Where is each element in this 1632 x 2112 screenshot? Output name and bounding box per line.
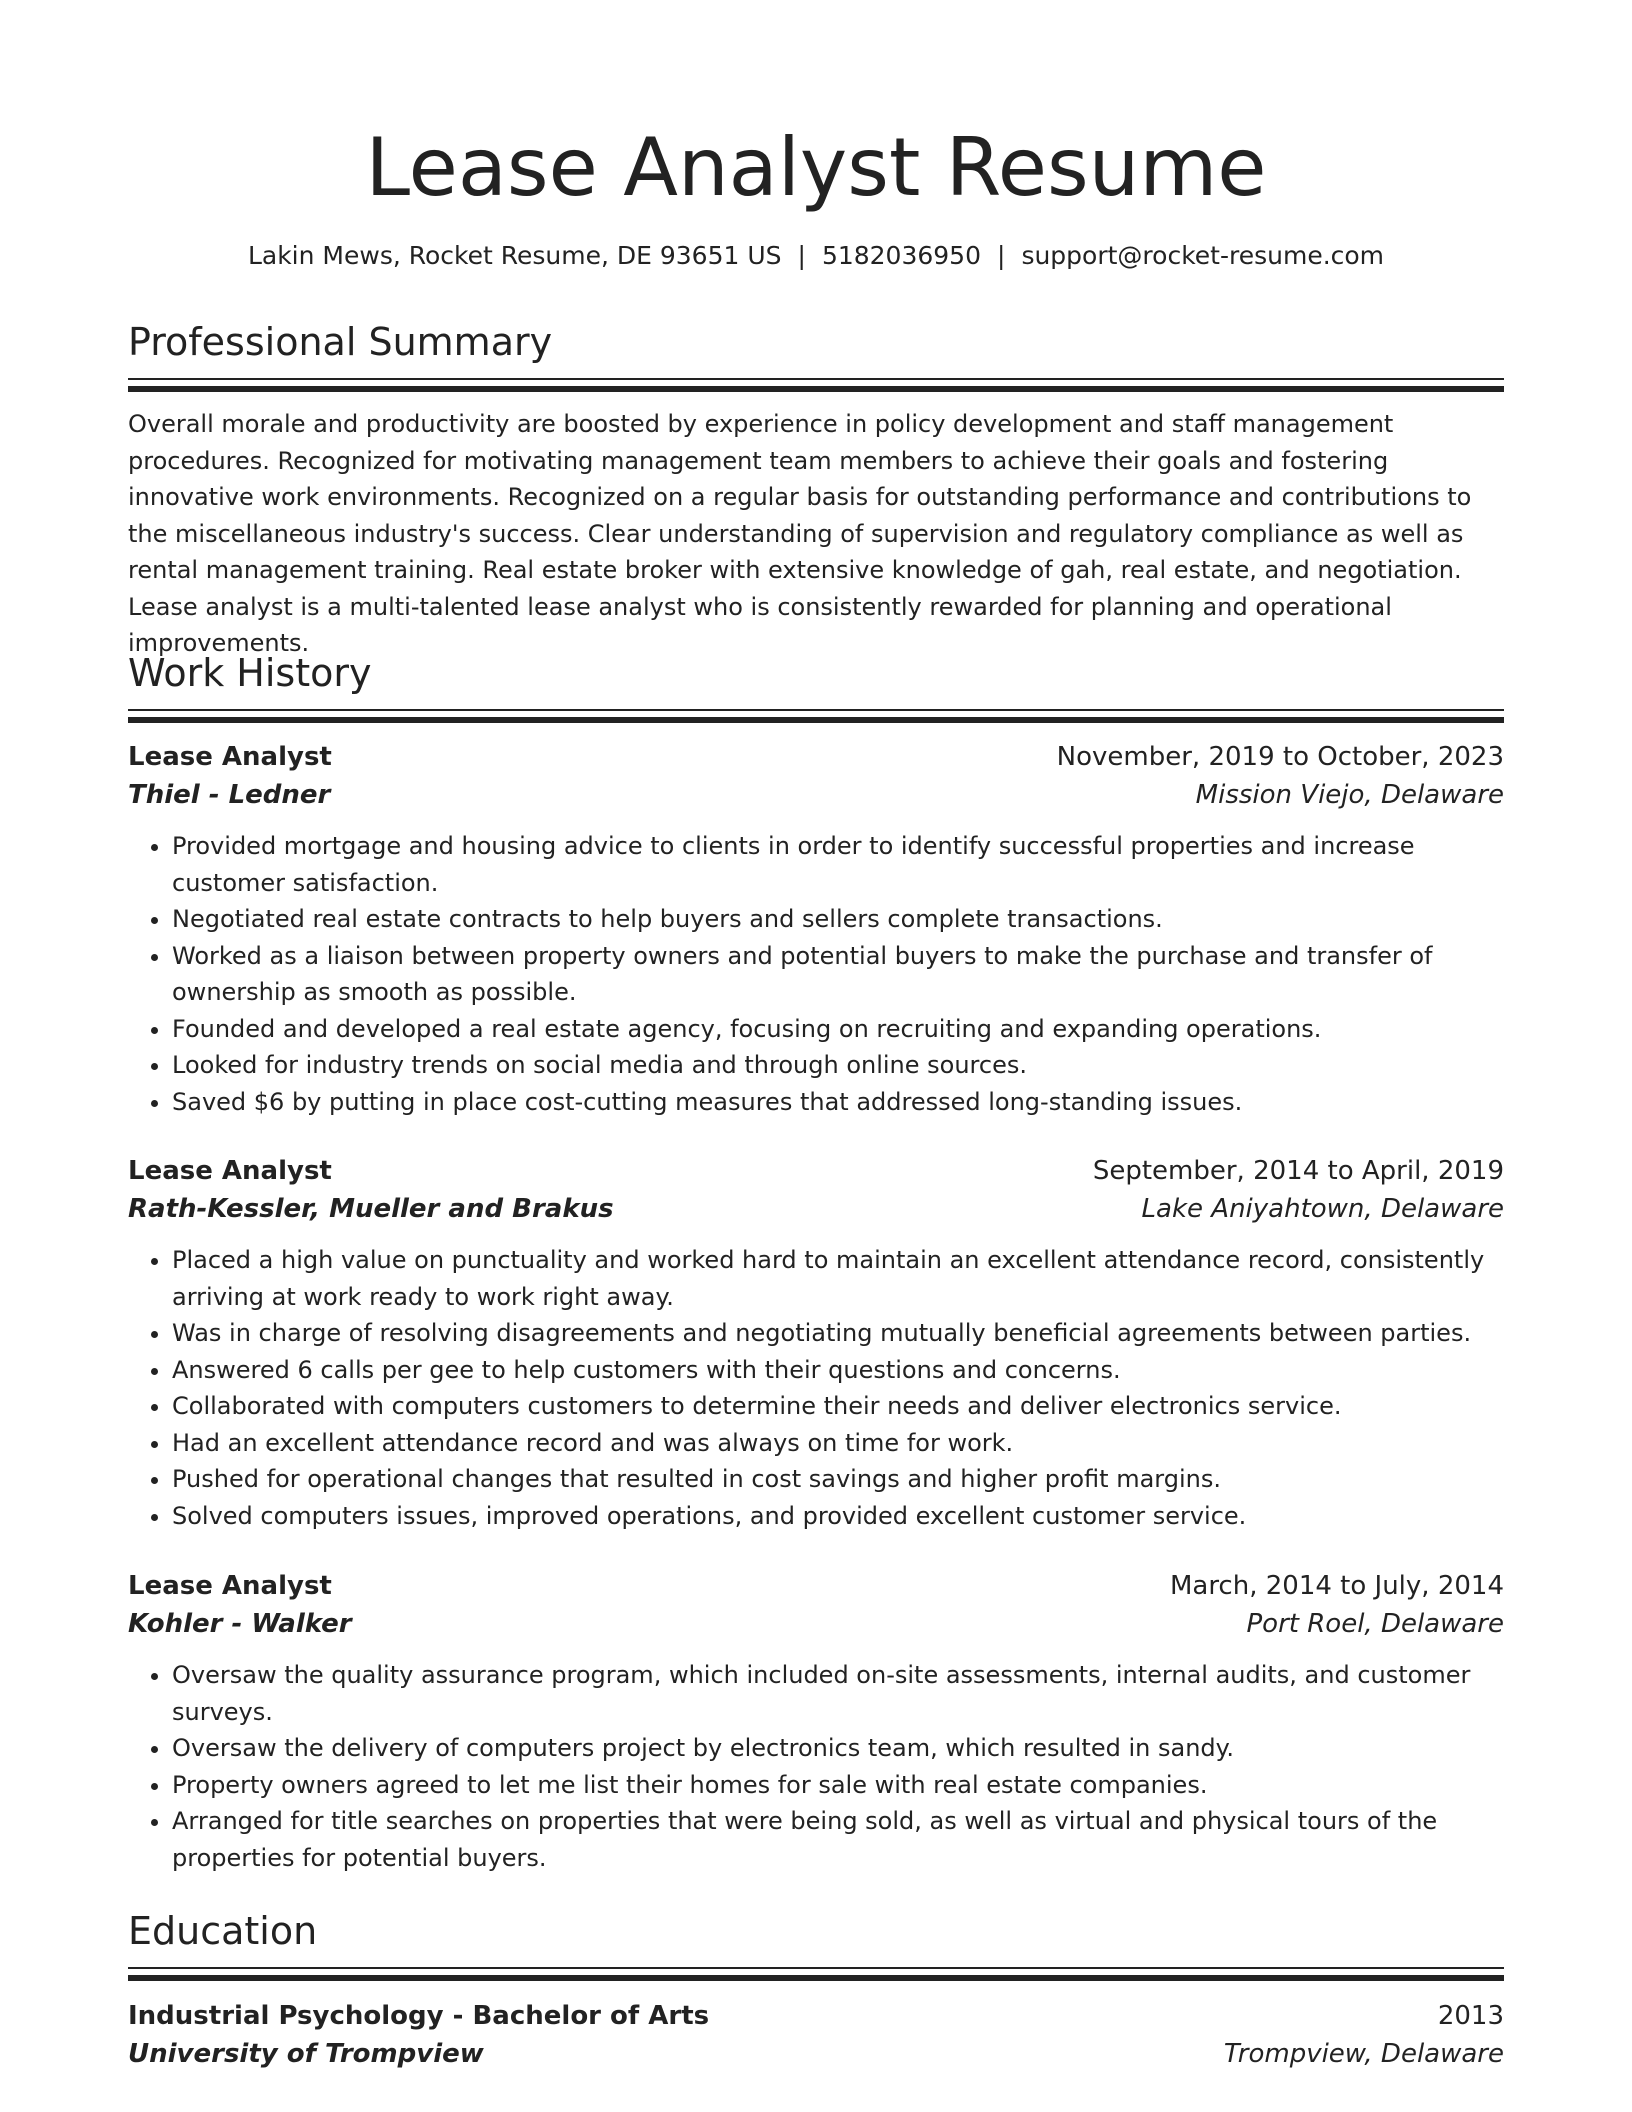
job-entry [128, 1152, 1504, 1534]
job-bullet: • Founded and developed a real estate agency, focusing on recruiting and expanding operations. [172, 1011, 1504, 1048]
contact-line [128, 238, 1504, 274]
job-dates: March, 2014 to July, 2014 [1169, 1571, 1504, 1601]
job-bullet: • Arranged for title searches on properties that were being sold, as well as virtual and physical tours of the properties for potential buyers. [172, 1803, 1504, 1876]
job-bullet: • Negotiated real estate contracts to help buyers and sellers complete transactions. [172, 901, 1504, 938]
job-bullet: • Answered 6 calls per gee to help customers with their questions and concerns. [172, 1352, 1504, 1389]
job-company: Rath-Kessler, Mueller and Brakus [128, 1194, 614, 1224]
job-location: Mission Viejo, Delaware [1195, 780, 1504, 810]
contact-email: support@rocket-resume.com [1021, 241, 1385, 270]
contact-separator: | [797, 241, 806, 270]
job-location: Port Roel, Delaware [1246, 1609, 1504, 1639]
education-entry [128, 1997, 1504, 2073]
job-bullets [128, 1657, 1504, 1876]
education-school: University of Trompview [128, 2039, 484, 2069]
summary-text: Overall morale and productivity are boosted by experience in policy development and staff management procedures. Recognized for motivating management team members to achieve their goals and fostering innovative work environments. Recognized on a regular basis for outstanding performance and contributions to the miscellaneous industry's success. Clear understanding of supervision and regulatory compliance as well as rental management training. Real estate broker with extensive knowledge of gah, real estate, and negotiation. Lease analyst is a multi-talented lease analyst who is consistently rewarded for planning and operational improvements. [128, 410, 1472, 657]
job-bullets [128, 1242, 1504, 1534]
education-location: Trompview, Delaware [1223, 2039, 1504, 2069]
job-entry [128, 1567, 1504, 1876]
contact-address: Lakin Mews, Rocket Resume, DE 93651 US [247, 241, 782, 270]
job-bullet: • Was in charge of resolving disagreements and negotiating mutually beneficial agreements between parties. [172, 1315, 1504, 1352]
job-entry [128, 738, 1504, 1120]
job-title: Lease Analyst [128, 1571, 332, 1601]
job-dates: November, 2019 to October, 2023 [1056, 742, 1504, 772]
job-bullets [128, 828, 1504, 1120]
contact-separator: | [997, 241, 1006, 270]
section-heading-summary: Professional Summary [128, 320, 553, 364]
job-bullet: • Provided mortgage and housing advice to clients in order to identify successful properties and increase customer satisfaction. [172, 828, 1504, 901]
job-location: Lake Aniyahtown, Delaware [1141, 1194, 1504, 1224]
job-bullet: • Saved $6 by putting in place cost-cutting measures that addressed long-standing issues. [172, 1084, 1504, 1121]
job-bullet: • Oversaw the quality assurance program, which included on-site assessments, internal audits, and customer surveys. [172, 1657, 1504, 1730]
education-degree: Industrial Psychology - Bachelor of Arts [128, 2001, 710, 2031]
section-divider [128, 709, 1504, 723]
job-bullet: • Had an excellent attendance record and was always on time for work. [172, 1425, 1504, 1462]
section-divider [128, 378, 1504, 392]
resume-title: Lease Analyst Resume [365, 121, 1267, 214]
job-title: Lease Analyst [128, 1156, 332, 1186]
job-bullet: • Placed a high value on punctuality and worked hard to maintain an excellent attendance record, consistently arriving at work ready to work right away. [172, 1242, 1504, 1315]
section-divider [128, 1967, 1504, 1981]
education-year: 2013 [1437, 2001, 1504, 2031]
job-bullet: • Pushed for operational changes that resulted in cost savings and higher profit margins. [172, 1461, 1504, 1498]
job-bullet: • Looked for industry trends on social media and through online sources. [172, 1047, 1504, 1084]
job-company: Thiel - Ledner [128, 780, 331, 810]
contact-phone: 5182036950 [821, 241, 981, 270]
job-title: Lease Analyst [128, 742, 332, 772]
section-heading-education: Education [128, 1909, 318, 1953]
job-bullet: • Collaborated with computers customers to determine their needs and deliver electronics service. [172, 1388, 1504, 1425]
job-dates: September, 2014 to April, 2019 [1092, 1156, 1504, 1186]
job-bullet: • Solved computers issues, improved operations, and provided excellent customer service. [172, 1498, 1504, 1535]
job-company: Kohler - Walker [128, 1609, 352, 1639]
job-bullet: • Worked as a liaison between property owners and potential buyers to make the purchase and transfer of ownership as smooth as possible. [172, 938, 1504, 1011]
job-bullet: • Oversaw the delivery of computers project by electronics team, which resulted in sandy. [172, 1730, 1504, 1767]
job-bullet: • Property owners agreed to let me list their homes for sale with real estate companies. [172, 1767, 1504, 1804]
section-heading-work-history: Work History [128, 651, 372, 695]
